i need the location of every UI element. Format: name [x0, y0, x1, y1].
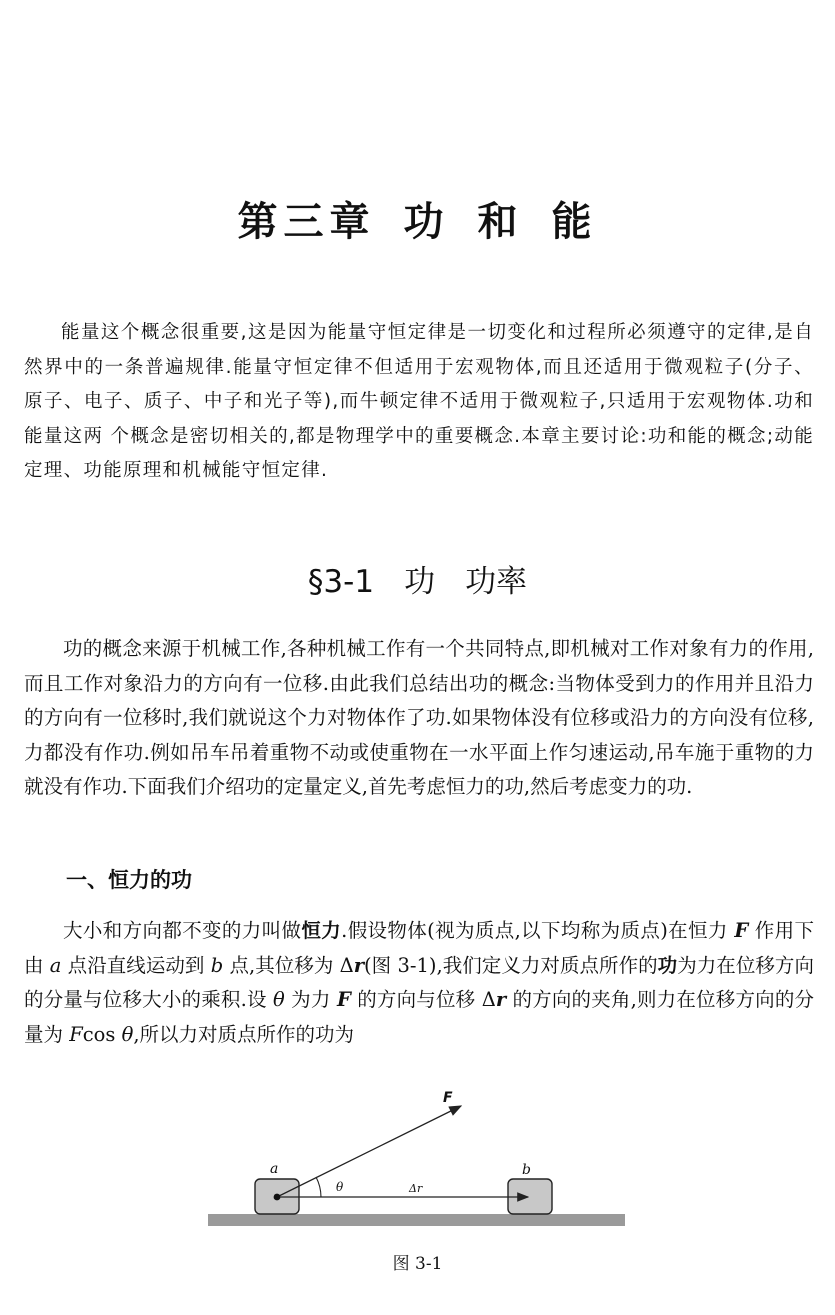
term-constant-force: 恒力 — [301, 919, 342, 942]
label-force: F — [443, 1090, 453, 1106]
figure-3-1 — [195, 1090, 635, 1240]
figure-diagram — [195, 1090, 635, 1240]
text-run: cos — [82, 1022, 122, 1046]
force-arrow — [277, 1106, 461, 1197]
subsection-heading: 一、恒力的功 — [66, 868, 192, 892]
section-title — [0, 556, 835, 601]
chapter-title-word-1: 功 — [403, 198, 450, 245]
text-run: 大小和方向都不变的力叫做 — [63, 919, 302, 942]
symbol-point-a: a — [49, 953, 62, 977]
constant-force-paragraph — [24, 914, 814, 1052]
chapter-intro-paragraph: 能量这个概念很重要,这是因为能量守恒定律是一切变化和过程所必须遵守的定律,是自然界中的一条普遍规律.能量守恒定律不但适用于宏观物体,而且还适用于微观粒子(分子、原子、电子、质子、中子和光子等),而牛顿定律不适用于微观粒子,只适用于宏观物体.功和能量这两 个概念是密切相关的,都是物理学中的重要概念.本章主要讨论:功和能的概念;动能定理、功能原理和机械能守恒定律. — [24, 322, 814, 481]
chapter-number: 第三章 — [237, 198, 376, 245]
label-point-a: a — [270, 1161, 279, 1177]
section-title-word-2: 功率 — [465, 564, 528, 600]
text-run: 点,其位移为 Δ — [223, 953, 354, 977]
symbol-theta: θ — [273, 988, 285, 1011]
text-run: 为力 — [284, 988, 337, 1011]
angle-arc — [316, 1177, 321, 1197]
label-theta: θ — [336, 1180, 344, 1194]
label-displacement: Δr — [409, 1182, 423, 1195]
text-run: 的方向与位移 Δ — [350, 988, 496, 1011]
text-run: 的方向的夹角,则力在位移方向的分量为 — [24, 988, 815, 1046]
ground-surface — [208, 1214, 625, 1226]
section-number: §3-1 — [307, 564, 375, 600]
work-concept-paragraph: 功的概念来源于机械工作,各种机械工作有一个共同特点,即机械对工作对象有力的作用,而且工作对象沿力的方向有一位移.由此我们总结出功的概念:当物体受到力的作用并且沿力的方向有一位移时,我们就说这个力对物体作了功.如果物体没有位移或沿力的方向没有位移,力都没有作功.例如吊车吊着重物不动或使重物在一水平面上作匀速运动,吊车施于重物的力就没有作功.下面我们介绍功的定量定义,首先考虑恒力的功,然后考虑变力的功. — [24, 637, 814, 798]
text-run: (图 3-1),我们定义力对质点所作的 — [364, 953, 658, 977]
text-run: 作用下由 — [24, 919, 814, 977]
text-run: .假设物体(视为质点,以下均称为质点)在恒力 — [341, 919, 735, 942]
label-point-b: b — [522, 1162, 531, 1178]
figure-caption: 图 3-1 — [392, 1254, 443, 1274]
particle-dot — [274, 1194, 281, 1201]
term-work: 功 — [657, 953, 678, 977]
text-run: 点沿直线运动到 — [61, 953, 211, 977]
section-title-word-1: 功 — [404, 564, 436, 600]
symbol-force-vector: F — [336, 988, 351, 1011]
chapter-title-word-3: 能 — [551, 198, 598, 245]
symbol-displacement-vector: r — [353, 953, 365, 977]
symbol-point-b: b — [210, 953, 224, 977]
symbol-force-magnitude: F — [69, 1022, 83, 1046]
text-run: 为力在位移方向的分量与位移大小的乘积.设 — [24, 953, 814, 1011]
symbol-force-vector: F — [734, 919, 749, 942]
text-run: ,所以力对质点所作的功为 — [133, 1022, 355, 1046]
chapter-title — [0, 190, 835, 247]
symbol-theta: θ — [121, 1022, 134, 1046]
chapter-title-word-2: 和 — [477, 198, 524, 245]
symbol-displacement-vector: r — [495, 988, 507, 1011]
